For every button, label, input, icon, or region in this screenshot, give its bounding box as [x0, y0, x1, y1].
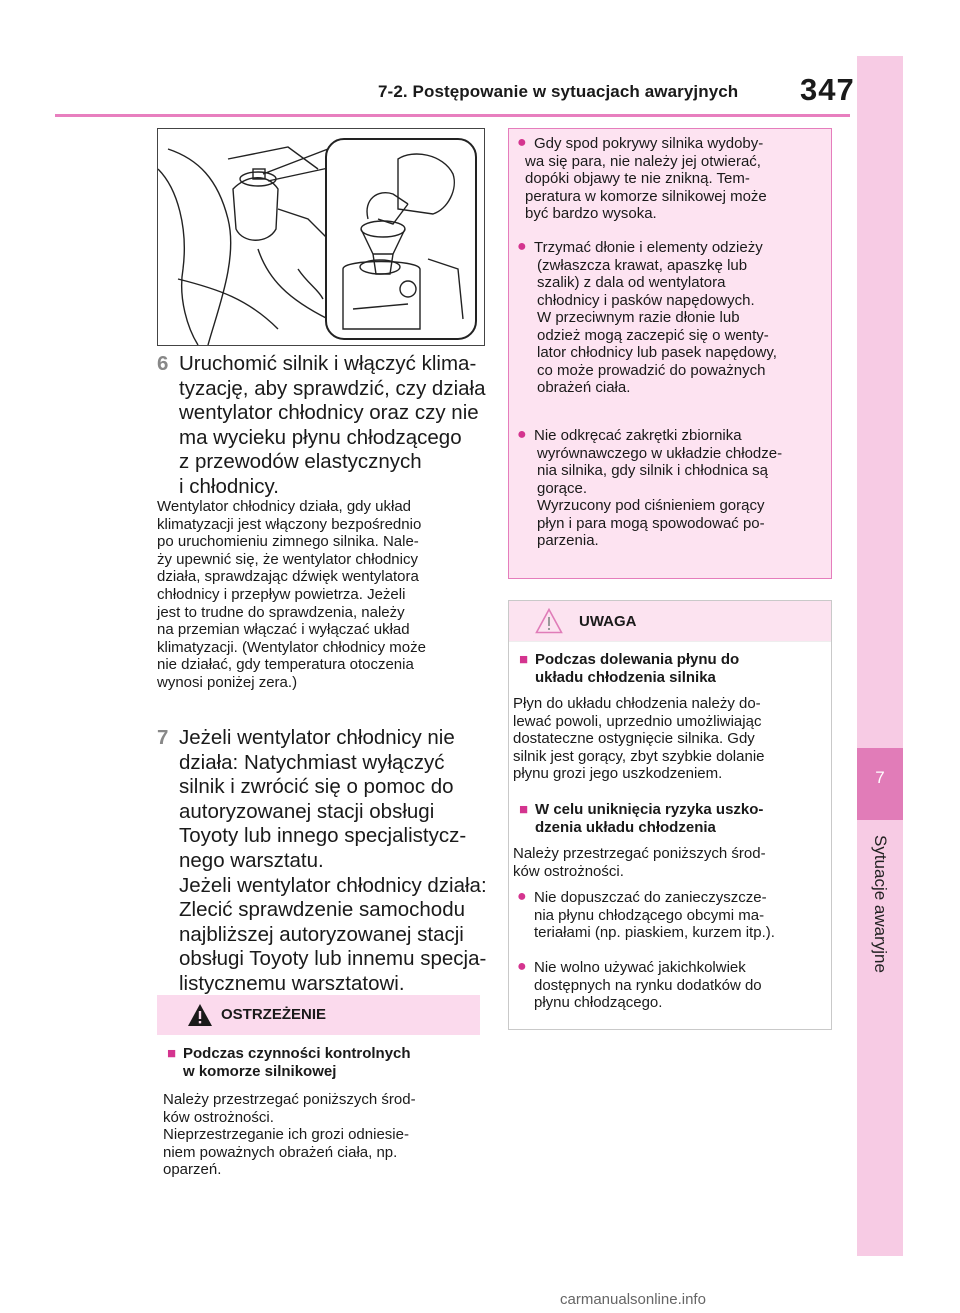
desc-line: ży upewnić się, że wentylator chłodnicy — [157, 550, 418, 568]
bullet-line: płyn i para mogą spowodować po- — [537, 514, 765, 532]
bullet-line: Wyrzucony pod ciśnieniem gorący — [537, 497, 765, 514]
bullet-line: obrażeń ciała. — [537, 379, 631, 396]
section-title: 7-2. Postępowanie w sytuacjach awaryjnych — [378, 82, 739, 101]
step-7 — [157, 726, 487, 997]
bullet-dot-icon: ● — [517, 134, 527, 151]
bullet-line: chłodnicy i pasków napędowych. — [537, 291, 755, 309]
desc-line: Wentylator chłodnicy działa, gdy układ — [157, 498, 412, 515]
bullet-dot-icon: ● — [517, 238, 527, 255]
step-line: obsługi Toyoty lub innemu specja- — [179, 947, 487, 971]
engine-bay-drawing-icon — [158, 129, 484, 345]
bullet-line: lator chłodnicy lub pasek napędowy, — [537, 344, 777, 361]
bullet-item — [517, 959, 829, 1012]
body-line: Należy przestrzegać poniższych środ- — [163, 1091, 416, 1108]
bullet-line: W przeciwnym razie dłonie lub — [537, 309, 740, 326]
body-line: Płyn do układu chłodzenia należy do- — [513, 695, 761, 712]
bullet-line: Nie odkręcać zakrętki zbiornika — [534, 427, 742, 444]
bullet-line: nia silnika, gdy silnik i chłodnica są — [537, 462, 768, 479]
bullet-line: szalik) z dala od wentylatora — [537, 274, 726, 291]
watermark: carmanualsonline.info — [560, 1291, 706, 1308]
chapter-name-text: Sytuacje awaryjne — [871, 835, 890, 973]
body-line: płynu grozi jego uszkodzeniem. — [513, 765, 723, 782]
body-line: ków ostrożności. — [163, 1108, 274, 1126]
step-line: Zlecić sprawdzenie samochodu — [179, 898, 465, 922]
warning-triangle-icon — [187, 1003, 213, 1027]
desc-line: wynosi poniżej zera.) — [157, 673, 298, 691]
step-line: autoryzowanej stacji obsługi — [179, 799, 435, 823]
square-bullet-icon: ■ — [167, 1045, 177, 1062]
bullet-line: wa się para, nie należy jej otwierać, — [525, 152, 761, 170]
step-line: silnik i zwrócić się o pomoc do — [179, 775, 454, 799]
desc-line: klimatyzacji. (Wentylator chłodnicy może — [157, 638, 426, 656]
notice-body — [513, 695, 829, 783]
bullet-line: teriałami (np. piaskiem, kurzem itp.). — [534, 924, 775, 941]
bullet-dot-icon: ● — [517, 888, 527, 905]
bullet-line: dostępnych na rynku dodatków do — [534, 976, 762, 994]
chapter-name — [845, 835, 915, 1015]
body-line: dostateczne ostygnięcie silnika. Gdy — [513, 730, 755, 747]
step-text — [179, 352, 487, 500]
body-line: Należy przestrzegać poniższych środ- — [513, 845, 766, 862]
desc-line: jest to trudne do sprawdzenia, należy — [157, 603, 405, 621]
step-line: i chłodnicy. — [179, 474, 279, 498]
bullet-line: Nie wolno używać jakichkolwiek — [534, 959, 746, 976]
bullet-line: peratura w komorze silnikowej może — [525, 187, 767, 205]
warning-header — [157, 995, 480, 1035]
warning-title: OSTRZEŻENIE — [221, 1006, 327, 1023]
square-bullet-icon: ■ — [519, 651, 529, 668]
step-text — [179, 726, 487, 997]
body-line: ków ostrożności. — [513, 862, 624, 880]
step-line: nego warsztatu. — [179, 848, 324, 872]
subhead-line: Podczas dolewania płynu do — [535, 651, 740, 668]
bullet-item — [517, 239, 829, 397]
body-line: Nieprzestrzeganie ich grozi odniesie- — [163, 1126, 409, 1143]
bullet-dot-icon: ● — [517, 426, 527, 443]
step-line: Jeżeli wentylator chłodnicy nie — [179, 726, 455, 749]
step-line: najbliższej autoryzowanej stacji — [179, 922, 464, 946]
desc-line: nie działać, gdy temperatura otoczenia — [157, 656, 414, 674]
body-line: lewać powoli, uprzednio umożliwiając — [513, 712, 762, 730]
step-line: Toyoty lub innego specjalistycz- — [179, 824, 467, 848]
desc-line: na przemian włączać i wyłączać układ — [157, 621, 410, 639]
step-line: Jeżeli wentylator chłodnicy działa: — [179, 873, 487, 897]
bullet-item — [517, 889, 829, 942]
step-number: 6 — [157, 352, 169, 375]
notice-header — [509, 601, 831, 642]
bullet-line: Gdy spod pokrywy silnika wydoby- — [534, 135, 764, 152]
desc-line: klimatyzacji jest włączony bezpośrednio — [157, 515, 422, 533]
bullet-line: być bardzo wysoka. — [525, 205, 657, 222]
coolant-reservoir-illustration — [157, 128, 485, 346]
body-line: silnik jest gorący, zbyt szybkie dolanie — [513, 747, 765, 765]
bullet-line: gorące. — [537, 479, 588, 497]
bullet-line: dopóki objawy te nie znikną. Tem- — [525, 170, 750, 187]
subhead-line: Podczas czynności kontrolnych — [183, 1045, 411, 1062]
warning-body — [163, 1091, 478, 1179]
bullet-dot-icon: ● — [517, 958, 527, 975]
notice-subhead — [519, 651, 829, 686]
chapter-side-strip — [857, 56, 903, 1256]
bullet-line: Nie dopuszczać do zanieczyszcze- — [534, 889, 767, 906]
body-line: niem poważnych obrażeń ciała, np. — [163, 1143, 398, 1161]
desc-line: po uruchomieniu zimnego silnika. Nale- — [157, 533, 419, 551]
step-line: z przewodów elastycznych — [179, 450, 422, 474]
bullet-line: nia płynu chłodzącego obcymi ma- — [534, 906, 765, 924]
warning-box — [157, 995, 480, 1200]
step-line: Uruchomić silnik i włączyć klima- — [179, 352, 477, 375]
header-divider — [55, 114, 850, 117]
bullet-line: płynu chłodzącego. — [534, 994, 663, 1011]
precautions-box — [508, 128, 832, 579]
bullet-line: co może prowadzić do poważnych — [537, 361, 766, 379]
warning-subhead — [167, 1045, 477, 1080]
subhead-line: układu chłodzenia silnika — [535, 668, 716, 686]
subhead-line: w komorze silnikowej — [183, 1062, 337, 1080]
step-line: ma wycieku płynu chłodzącego — [179, 425, 462, 449]
step-number: 7 — [157, 726, 169, 749]
body-line: oparzeń. — [163, 1161, 222, 1178]
subhead-line: W celu uniknięcia ryzyka uszko- — [535, 801, 764, 818]
caution-triangle-icon — [535, 608, 563, 634]
bullet-item — [517, 427, 829, 550]
bullet-line: parzenia. — [537, 532, 599, 549]
bullet-line: (zwłaszcza krawat, apaszkę lub — [537, 256, 748, 274]
square-bullet-icon: ■ — [519, 801, 529, 818]
step-6 — [157, 352, 487, 500]
chapter-number: 7 — [875, 768, 885, 787]
desc-line: chłodnicy i przepływ powietrza. Jeżeli — [157, 585, 406, 603]
notice-subhead — [519, 801, 829, 836]
step-line: działa: Natychmiast wyłączyć — [179, 750, 445, 774]
bullet-line: Trzymać dłonie i elementy odzieży — [534, 239, 763, 256]
desc-line: działa, sprawdzając dźwięk wentylatora — [157, 568, 419, 586]
notice-body — [513, 845, 829, 880]
bullet-item — [517, 135, 829, 223]
page-number: 347 — [800, 72, 855, 107]
notice-title: UWAGA — [579, 613, 637, 630]
bullet-line: odzież mogą zaczepić się o wenty- — [537, 326, 769, 344]
step-line: listycznemu warsztatowi. — [179, 971, 405, 995]
step-line: wentylator chłodnicy oraz czy nie — [179, 401, 479, 425]
subhead-line: dzenia układu chłodzenia — [535, 818, 716, 836]
step-6-description — [157, 498, 482, 692]
bullet-line: wyrównawczego w układzie chłodze- — [537, 444, 783, 462]
step-line: tyzację, aby sprawdzić, czy działa — [179, 376, 486, 400]
notice-box — [508, 600, 832, 1030]
